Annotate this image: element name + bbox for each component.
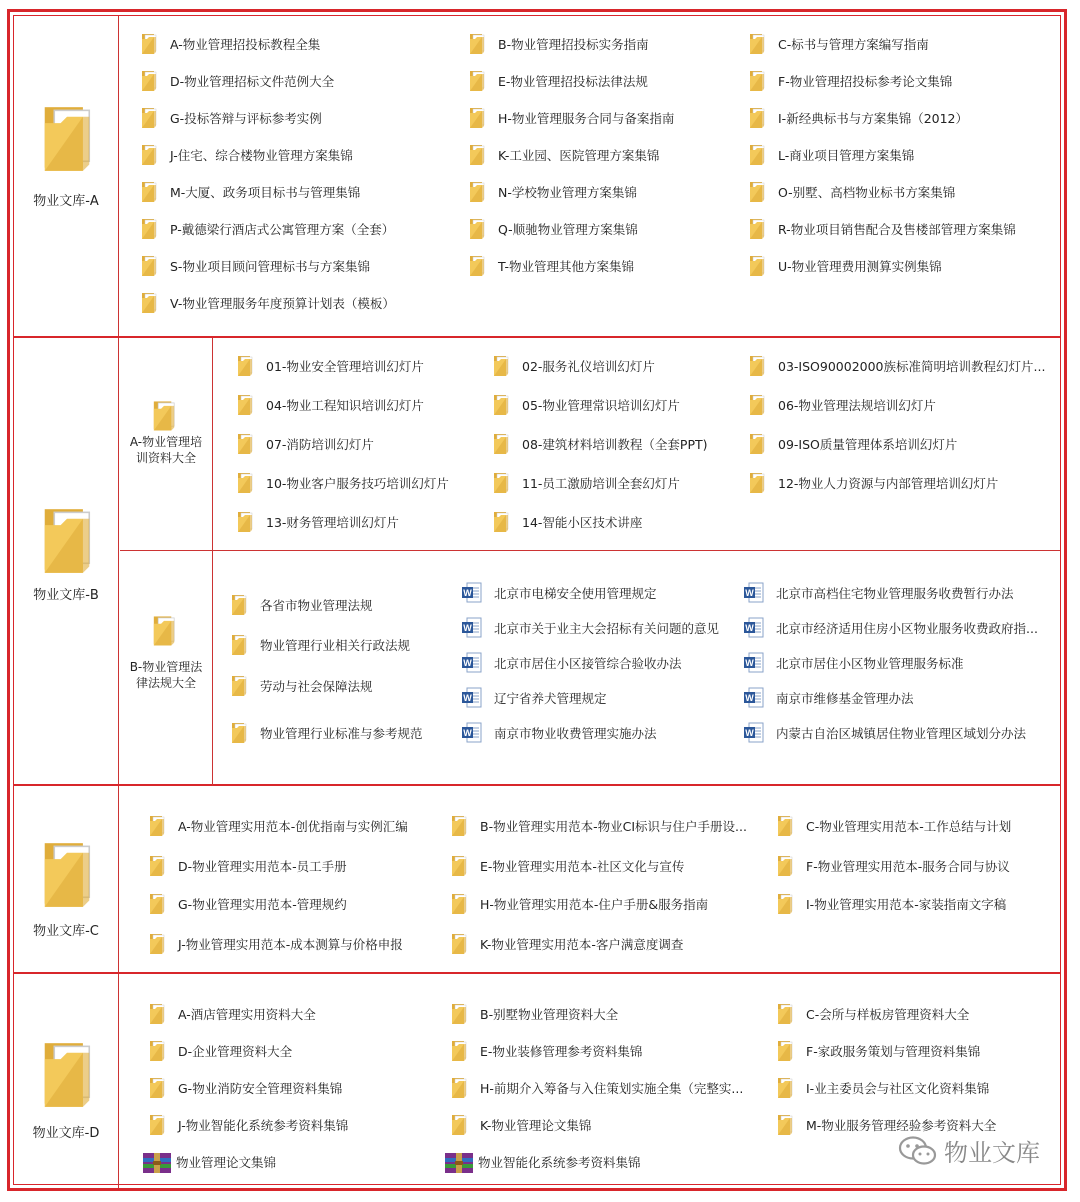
section-c-label: 物业文库-C — [33, 924, 99, 939]
training-item-label: 07-消防培训幻灯片 — [266, 437, 374, 452]
training-item[interactable] — [492, 510, 642, 534]
template-folder-item[interactable] — [450, 932, 683, 956]
folder-icon — [468, 33, 486, 55]
law-items — [212, 551, 1060, 786]
catalog-table — [13, 15, 1061, 1185]
folder-icon — [38, 840, 96, 910]
folder-icon — [148, 855, 166, 877]
training-item[interactable] — [236, 393, 424, 417]
section-a-label: 物业文库-A — [33, 194, 99, 209]
folder-item-label: D-物业管理招标文件范例大全 — [170, 74, 335, 89]
folder-icon — [748, 107, 766, 129]
section-a-header — [14, 16, 119, 336]
folder-item[interactable] — [748, 180, 955, 204]
folder-item-label: K-工业园、医院管理方案集锦 — [498, 148, 660, 163]
folder-icon — [776, 855, 794, 877]
law-document-label: 内蒙古自治区城镇居住物业管理区域划分办法 — [776, 726, 1027, 741]
resource-folder-item-label: G-物业消防安全管理资料集锦 — [178, 1081, 343, 1096]
archive-item-label: 物业管理论文集锦 — [176, 1155, 277, 1170]
section-c-items — [120, 786, 1060, 972]
folder-icon — [468, 70, 486, 92]
folder-item-label: E-物业管理招投标法律法规 — [498, 74, 648, 89]
section-b-label: 物业文库-B — [33, 588, 99, 603]
template-folder-item[interactable] — [148, 814, 408, 838]
training-item-label: 02-服务礼仪培训幻灯片 — [522, 359, 655, 374]
folder-item[interactable] — [140, 217, 394, 241]
template-folder-item-label: B-物业管理实用范本-物业CI标识与住户手册设... — [480, 819, 747, 834]
folder-item[interactable] — [140, 291, 395, 315]
folder-icon — [230, 634, 248, 656]
law-document[interactable] — [462, 721, 657, 745]
word-doc-icon — [462, 617, 482, 639]
word-doc-icon — [744, 617, 764, 639]
wechat-icon — [898, 1135, 938, 1167]
law-subcategory-label: B-物业管理法律法规大全 — [129, 660, 203, 690]
section-d-header — [14, 974, 119, 1188]
template-folder-item[interactable] — [776, 854, 1010, 878]
folder-icon — [468, 107, 486, 129]
folder-icon — [748, 70, 766, 92]
section-c — [14, 786, 1060, 974]
folder-icon — [450, 1003, 468, 1025]
resource-folder-item[interactable] — [776, 1039, 980, 1063]
folder-item-label: Q-顺驰物业管理方案集锦 — [498, 222, 638, 237]
section-c-header — [14, 786, 119, 972]
folder-icon — [450, 815, 468, 837]
resource-folder-item[interactable] — [148, 1113, 348, 1137]
resource-folder-item-label: K-物业管理论文集锦 — [480, 1118, 592, 1133]
folder-item-label: H-物业管理服务合同与备案指南 — [498, 111, 675, 126]
law-folder-item[interactable] — [230, 721, 423, 745]
folder-item-label: F-物业管理招投标参考论文集锦 — [778, 74, 953, 89]
folder-icon — [776, 815, 794, 837]
folder-icon — [450, 855, 468, 877]
folder-item[interactable] — [140, 180, 360, 204]
training-item-label: 12-物业人力资源与内部管理培训幻灯片 — [778, 476, 999, 491]
folder-icon — [492, 511, 510, 533]
resource-folder-item-label: D-企业管理资料大全 — [178, 1044, 293, 1059]
folder-icon — [230, 594, 248, 616]
folder-item[interactable] — [468, 143, 659, 167]
folder-icon — [450, 1040, 468, 1062]
folder-item[interactable] — [140, 106, 322, 130]
training-item-label: 05-物业管理常识培训幻灯片 — [522, 398, 680, 413]
folder-item-label: L-商业项目管理方案集锦 — [778, 148, 915, 163]
law-document[interactable] — [744, 581, 1014, 605]
folder-icon — [236, 394, 254, 416]
folder-icon — [230, 675, 248, 697]
folder-icon — [748, 181, 766, 203]
law-folder-item[interactable] — [230, 593, 373, 617]
folder-icon — [38, 506, 96, 576]
training-item-label: 06-物业管理法规培训幻灯片 — [778, 398, 936, 413]
resource-folder-item-label: B-别墅物业管理资料大全 — [480, 1007, 619, 1022]
folder-item-label: I-新经典标书与方案集锦（2012） — [778, 111, 969, 126]
resource-folder-item[interactable] — [148, 1039, 292, 1063]
folder-icon — [38, 104, 96, 174]
template-folder-item-label: H-物业管理实用范本-住户手册&服务指南 — [480, 897, 709, 912]
folder-icon — [140, 181, 158, 203]
folder-icon — [748, 433, 766, 455]
folder-icon — [748, 255, 766, 277]
watermark-text: 物业文库 — [944, 1139, 1040, 1167]
word-doc-icon — [462, 652, 482, 674]
law-document[interactable] — [744, 721, 1026, 745]
folder-item-label: G-投标答辩与评标参考实例 — [170, 111, 322, 126]
svg-text:W: W — [463, 623, 472, 633]
law-folder-item-label: 物业管理行业相关行政法规 — [260, 638, 411, 653]
folder-icon — [140, 70, 158, 92]
folder-icon — [450, 1077, 468, 1099]
resource-folder-item-label: I-业主委员会与社区文化资料集锦 — [806, 1081, 990, 1096]
folder-icon — [468, 144, 486, 166]
catalog-frame — [7, 9, 1067, 1191]
training-item[interactable] — [492, 393, 680, 417]
folder-icon — [148, 815, 166, 837]
folder-icon — [148, 1003, 166, 1025]
folder-icon — [450, 933, 468, 955]
template-folder-item-label: E-物业管理实用范本-社区文化与宣传 — [480, 859, 685, 874]
training-item-label: 01-物业安全管理培训幻灯片 — [266, 359, 424, 374]
training-item-label: 10-物业客户服务技巧培训幻灯片 — [266, 476, 449, 491]
folder-icon — [236, 355, 254, 377]
folder-item-label: R-物业项目销售配合及售楼部管理方案集锦 — [778, 222, 1016, 237]
law-folder-item-label: 物业管理行业标准与参考规范 — [260, 726, 423, 741]
folder-item[interactable] — [748, 143, 914, 167]
law-document[interactable] — [462, 581, 657, 605]
template-folder-item-label: K-物业管理实用范本-客户满意度调查 — [480, 937, 684, 952]
folder-icon — [492, 433, 510, 455]
folder-item[interactable] — [140, 32, 320, 56]
folder-item-label: S-物业项目顾问管理标书与方案集锦 — [170, 259, 370, 274]
word-doc-icon — [744, 652, 764, 674]
section-b-header — [14, 338, 119, 784]
resource-folder-item-label: M-物业服务管理经验参考资料大全 — [806, 1118, 997, 1133]
section-a — [14, 16, 1060, 338]
word-doc-icon — [744, 687, 764, 709]
law-document[interactable] — [462, 616, 719, 640]
folder-icon — [776, 1077, 794, 1099]
folder-item-label: V-物业管理服务年度预算计划表（模板） — [170, 296, 395, 311]
svg-text:W: W — [463, 693, 472, 703]
resource-folder-item[interactable] — [450, 1076, 743, 1100]
folder-item-label: M-大厦、政务项目标书与管理集锦 — [170, 185, 361, 200]
folder-icon — [776, 893, 794, 915]
law-document-label: 南京市维修基金管理办法 — [776, 691, 914, 706]
template-folder-item-label: J-物业管理实用范本-成本测算与价格申报 — [178, 937, 403, 952]
training-item-label: 08-建筑材料培训教程（全套PPT) — [522, 437, 708, 452]
section-b-content — [120, 338, 1060, 784]
folder-icon — [468, 181, 486, 203]
folder-item-label: U-物业管理费用测算实例集锦 — [778, 259, 942, 274]
folder-icon — [748, 472, 766, 494]
folder-icon — [468, 218, 486, 240]
training-items — [212, 338, 1060, 550]
law-folder-item-label: 劳动与社会保障法规 — [260, 679, 373, 694]
folder-icon — [38, 1040, 96, 1110]
svg-text:W: W — [745, 588, 754, 598]
folder-icon — [148, 893, 166, 915]
word-doc-icon — [462, 687, 482, 709]
folder-item[interactable] — [748, 32, 929, 56]
folder-icon — [748, 218, 766, 240]
training-item[interactable] — [748, 354, 1045, 378]
svg-text:W: W — [745, 658, 754, 668]
word-doc-icon — [744, 582, 764, 604]
resource-folder-item[interactable] — [776, 1076, 989, 1100]
training-item[interactable] — [236, 510, 399, 534]
template-folder-item[interactable] — [450, 892, 708, 916]
law-document[interactable] — [744, 686, 914, 710]
training-item-label: 13-财务管理培训幻灯片 — [266, 515, 399, 530]
folder-icon — [148, 1114, 166, 1136]
word-doc-icon — [744, 722, 764, 744]
law-document-label: 辽宁省养犬管理规定 — [494, 691, 607, 706]
folder-icon — [776, 1040, 794, 1062]
law-document-label: 北京市经济适用住房小区物业服务收费政府指... — [776, 621, 1038, 636]
template-folder-item[interactable] — [148, 932, 403, 956]
svg-text:W: W — [745, 623, 754, 633]
training-item-label: 09-ISO质量管理体系培训幻灯片 — [778, 437, 958, 452]
folder-item[interactable] — [748, 254, 942, 278]
training-item[interactable] — [492, 432, 708, 456]
training-item-label: 11-员工激励培训全套幻灯片 — [522, 476, 680, 491]
folder-icon — [748, 355, 766, 377]
training-item[interactable] — [492, 354, 655, 378]
section-b — [14, 338, 1060, 786]
law-document-label: 北京市高档住宅物业管理服务收费暂行办法 — [776, 586, 1014, 601]
word-doc-icon — [462, 722, 482, 744]
resource-folder-item[interactable] — [148, 1002, 316, 1026]
folder-icon — [492, 355, 510, 377]
archive-icon — [444, 1151, 474, 1173]
folder-item-label: O-别墅、高档物业标书方案集锦 — [778, 185, 956, 200]
training-subcategory-label: A-物业管理培训资料大全 — [129, 435, 203, 465]
folder-icon — [236, 433, 254, 455]
resource-folder-item-label: H-前期介入筹备与入住策划实施全集（完整实... — [480, 1081, 744, 1096]
folder-icon — [140, 255, 158, 277]
training-item[interactable] — [236, 354, 424, 378]
folder-item-label: C-标书与管理方案编写指南 — [778, 37, 929, 52]
folder-icon — [492, 472, 510, 494]
archive-icon — [142, 1151, 172, 1173]
law-document-label: 北京市关于业主大会招标有关问题的意见 — [494, 621, 720, 636]
training-item[interactable] — [748, 393, 936, 417]
folder-icon — [450, 893, 468, 915]
folder-icon — [468, 255, 486, 277]
archive-item[interactable] — [444, 1150, 641, 1174]
folder-icon — [776, 1003, 794, 1025]
folder-icon — [148, 1077, 166, 1099]
resource-folder-item[interactable] — [148, 1076, 342, 1100]
folder-icon — [492, 394, 510, 416]
folder-item-label: A-物业管理招投标教程全集 — [170, 37, 321, 52]
folder-item-label: P-戴德梁行酒店式公寓管理方案（全套） — [170, 222, 395, 237]
resource-folder-item[interactable] — [450, 1002, 618, 1026]
folder-icon — [140, 144, 158, 166]
template-folder-item[interactable] — [148, 854, 347, 878]
law-subcategory — [120, 551, 213, 786]
folder-icon — [748, 144, 766, 166]
template-folder-item-label: F-物业管理实用范本-服务合同与协议 — [806, 859, 1010, 874]
folder-item[interactable] — [748, 106, 968, 130]
folder-icon — [150, 400, 178, 432]
training-item-label: 04-物业工程知识培训幻灯片 — [266, 398, 424, 413]
folder-item-label: J-住宅、综合楼物业管理方案集锦 — [170, 148, 353, 163]
folder-icon — [450, 1114, 468, 1136]
folder-item[interactable] — [468, 69, 648, 93]
folder-item-label: N-学校物业管理方案集锦 — [498, 185, 637, 200]
folder-icon — [236, 472, 254, 494]
law-document-label: 北京市电梯安全使用管理规定 — [494, 586, 657, 601]
watermark — [898, 1133, 1040, 1168]
law-folder-item-label: 各省市物业管理法规 — [260, 598, 373, 613]
folder-icon — [230, 722, 248, 744]
word-doc-icon — [462, 582, 482, 604]
folder-item[interactable] — [468, 217, 638, 241]
folder-item[interactable] — [748, 69, 952, 93]
training-item[interactable] — [748, 471, 998, 495]
svg-text:W: W — [463, 658, 472, 668]
folder-item-label: B-物业管理招投标实务指南 — [498, 37, 649, 52]
training-item[interactable] — [236, 471, 449, 495]
resource-folder-item-label: A-酒店管理实用资料大全 — [178, 1007, 316, 1022]
svg-text:W: W — [463, 728, 472, 738]
folder-icon — [748, 33, 766, 55]
archive-item[interactable] — [142, 1150, 276, 1174]
resource-folder-item[interactable] — [776, 1002, 969, 1026]
law-document-label: 北京市居住小区接管综合验收办法 — [494, 656, 682, 671]
law-document[interactable] — [462, 686, 607, 710]
resource-folder-item-label: F-家政服务策划与管理资料集锦 — [806, 1044, 981, 1059]
folder-icon — [148, 933, 166, 955]
law-document-label: 南京市物业收费管理实施办法 — [494, 726, 657, 741]
template-folder-item[interactable] — [776, 892, 1006, 916]
folder-item[interactable] — [468, 32, 649, 56]
folder-icon — [150, 615, 178, 647]
training-item-label: 14-智能小区技术讲座 — [522, 515, 643, 530]
folder-item[interactable] — [140, 143, 353, 167]
folder-item[interactable] — [140, 254, 370, 278]
resource-folder-item-label: E-物业装修管理参考资料集锦 — [480, 1044, 643, 1059]
law-folder-item[interactable] — [230, 674, 373, 698]
template-folder-item[interactable] — [450, 854, 684, 878]
resource-folder-item[interactable] — [450, 1039, 642, 1063]
folder-item[interactable] — [748, 217, 1016, 241]
training-item-label: 03-ISO90002000族标准简明培训教程幻灯片... — [778, 359, 1046, 374]
folder-item[interactable] — [468, 180, 637, 204]
template-folder-item-label: I-物业管理实用范本-家装指南文字稿 — [806, 897, 1007, 912]
folder-icon — [148, 1040, 166, 1062]
template-folder-item[interactable] — [776, 814, 1011, 838]
folder-item[interactable] — [468, 254, 634, 278]
folder-icon — [776, 1114, 794, 1136]
resource-folder-item-label: C-会所与样板房管理资料大全 — [806, 1007, 970, 1022]
folder-item[interactable] — [140, 69, 334, 93]
training-item[interactable] — [236, 432, 374, 456]
svg-text:W: W — [745, 728, 754, 738]
template-folder-item[interactable] — [148, 892, 347, 916]
folder-item-label: T-物业管理其他方案集锦 — [498, 259, 634, 274]
folder-icon — [140, 292, 158, 314]
folder-icon — [140, 107, 158, 129]
folder-icon — [748, 394, 766, 416]
template-folder-item-label: G-物业管理实用范本-管理规约 — [178, 897, 347, 912]
folder-icon — [140, 33, 158, 55]
template-folder-item-label: A-物业管理实用范本-创优指南与实例汇编 — [178, 819, 408, 834]
resource-folder-item-label: J-物业智能化系统参考资料集锦 — [178, 1118, 349, 1133]
folder-item[interactable] — [468, 106, 674, 130]
template-folder-item-label: D-物业管理实用范本-员工手册 — [178, 859, 347, 874]
training-item[interactable] — [492, 471, 680, 495]
template-folder-item[interactable] — [450, 814, 747, 838]
template-folder-item-label: C-物业管理实用范本-工作总结与计划 — [806, 819, 1012, 834]
training-item[interactable] — [748, 432, 957, 456]
training-subcategory — [120, 338, 213, 550]
folder-icon — [236, 511, 254, 533]
law-folder-item[interactable] — [230, 633, 410, 657]
law-document[interactable] — [744, 616, 1038, 640]
law-document[interactable] — [462, 651, 682, 675]
section-d-label: 物业文库-D — [32, 1126, 100, 1141]
svg-text:W: W — [463, 588, 472, 598]
folder-icon — [140, 218, 158, 240]
resource-folder-item[interactable] — [450, 1113, 591, 1137]
law-document[interactable] — [744, 651, 964, 675]
section-a-items — [120, 16, 1060, 336]
law-document-label: 北京市居住小区物业管理服务标准 — [776, 656, 964, 671]
archive-item-label: 物业智能化系统参考资料集锦 — [478, 1155, 641, 1170]
svg-text:W: W — [745, 693, 754, 703]
